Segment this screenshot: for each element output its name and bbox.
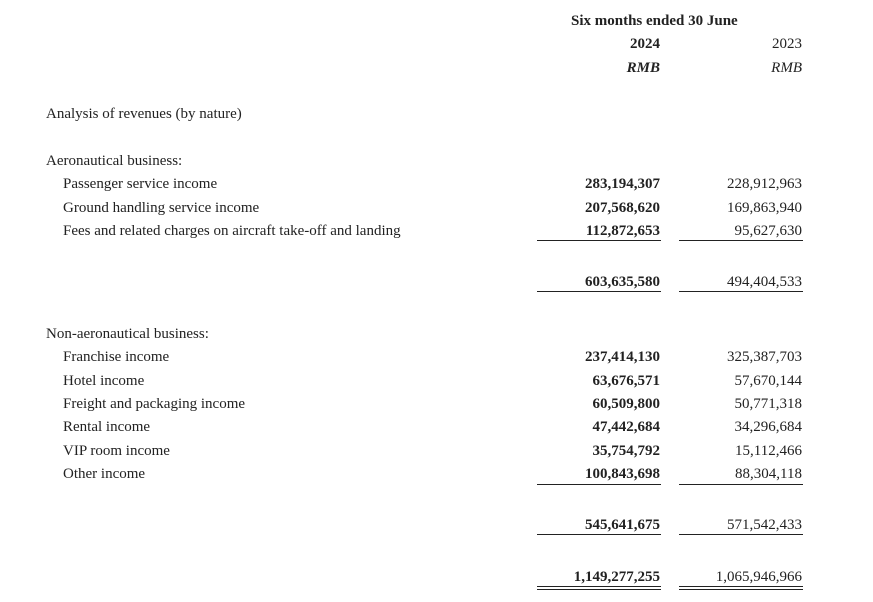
table-title: Analysis of revenues (by nature) [46, 106, 242, 122]
value-2023: 228,912,963 [727, 176, 802, 192]
value-2023: 95,627,630 [734, 223, 802, 239]
aeronautical-subtotal-2024: 603,635,580 [585, 274, 660, 290]
double-underline-bottom [537, 589, 661, 590]
value-2024: 283,194,307 [585, 176, 660, 192]
underline-divider [537, 484, 661, 485]
double-underline-top [537, 586, 661, 587]
value-2024: 237,414,130 [585, 349, 660, 365]
value-2024: 100,843,698 [585, 466, 660, 482]
row-label: Ground handling service income [63, 200, 260, 216]
value-2024: 207,568,620 [585, 200, 660, 216]
aeronautical-subtotal-2023: 494,404,533 [727, 274, 802, 290]
non-aeronautical-subtotal-2024: 545,641,675 [585, 517, 660, 533]
unit-2023-header: RMB [771, 60, 802, 76]
unit-2024-header: RMB [626, 60, 660, 76]
year-2023-header: 2023 [772, 36, 802, 52]
row-label: Passenger service income [63, 176, 218, 192]
row-label: VIP room income [63, 443, 170, 459]
value-2023: 169,863,940 [727, 200, 802, 216]
double-underline-top [679, 586, 803, 587]
value-2024: 35,754,792 [592, 443, 660, 459]
value-2024: 60,509,800 [592, 396, 660, 412]
value-2024: 112,872,653 [585, 223, 660, 239]
value-2024: 63,676,571 [592, 373, 660, 389]
row-label: Other income [63, 466, 146, 482]
year-2024-header: 2024 [630, 36, 660, 52]
double-underline-bottom [679, 589, 803, 590]
grand-total-2023: 1,065,946,966 [715, 569, 802, 585]
underline-divider [679, 534, 803, 535]
underline-divider [537, 291, 661, 292]
value-2023: 88,304,118 [735, 466, 802, 482]
period-header: Six months ended 30 June [571, 13, 738, 29]
row-label: Freight and packaging income [63, 396, 246, 412]
row-label: Hotel income [63, 373, 145, 389]
aeronautical-heading: Aeronautical business: [46, 153, 183, 169]
row-label: Franchise income [63, 349, 170, 365]
value-2023: 57,670,144 [734, 373, 802, 389]
underline-divider [679, 240, 803, 241]
value-2023: 325,387,703 [727, 349, 802, 365]
row-label: Rental income [63, 419, 151, 435]
value-2023: 34,296,684 [734, 419, 802, 435]
value-2023: 50,771,318 [734, 396, 802, 412]
underline-divider [537, 534, 661, 535]
underline-divider [537, 240, 661, 241]
value-2024: 47,442,684 [592, 419, 660, 435]
non-aeronautical-heading: Non-aeronautical business: [46, 326, 209, 342]
grand-total-2024: 1,149,277,255 [573, 569, 660, 585]
non-aeronautical-subtotal-2023: 571,542,433 [727, 517, 802, 533]
underline-divider [679, 484, 803, 485]
value-2023: 15,112,466 [735, 443, 802, 459]
underline-divider [679, 291, 803, 292]
row-label: Fees and related charges on aircraft take-off and landing [63, 223, 401, 239]
